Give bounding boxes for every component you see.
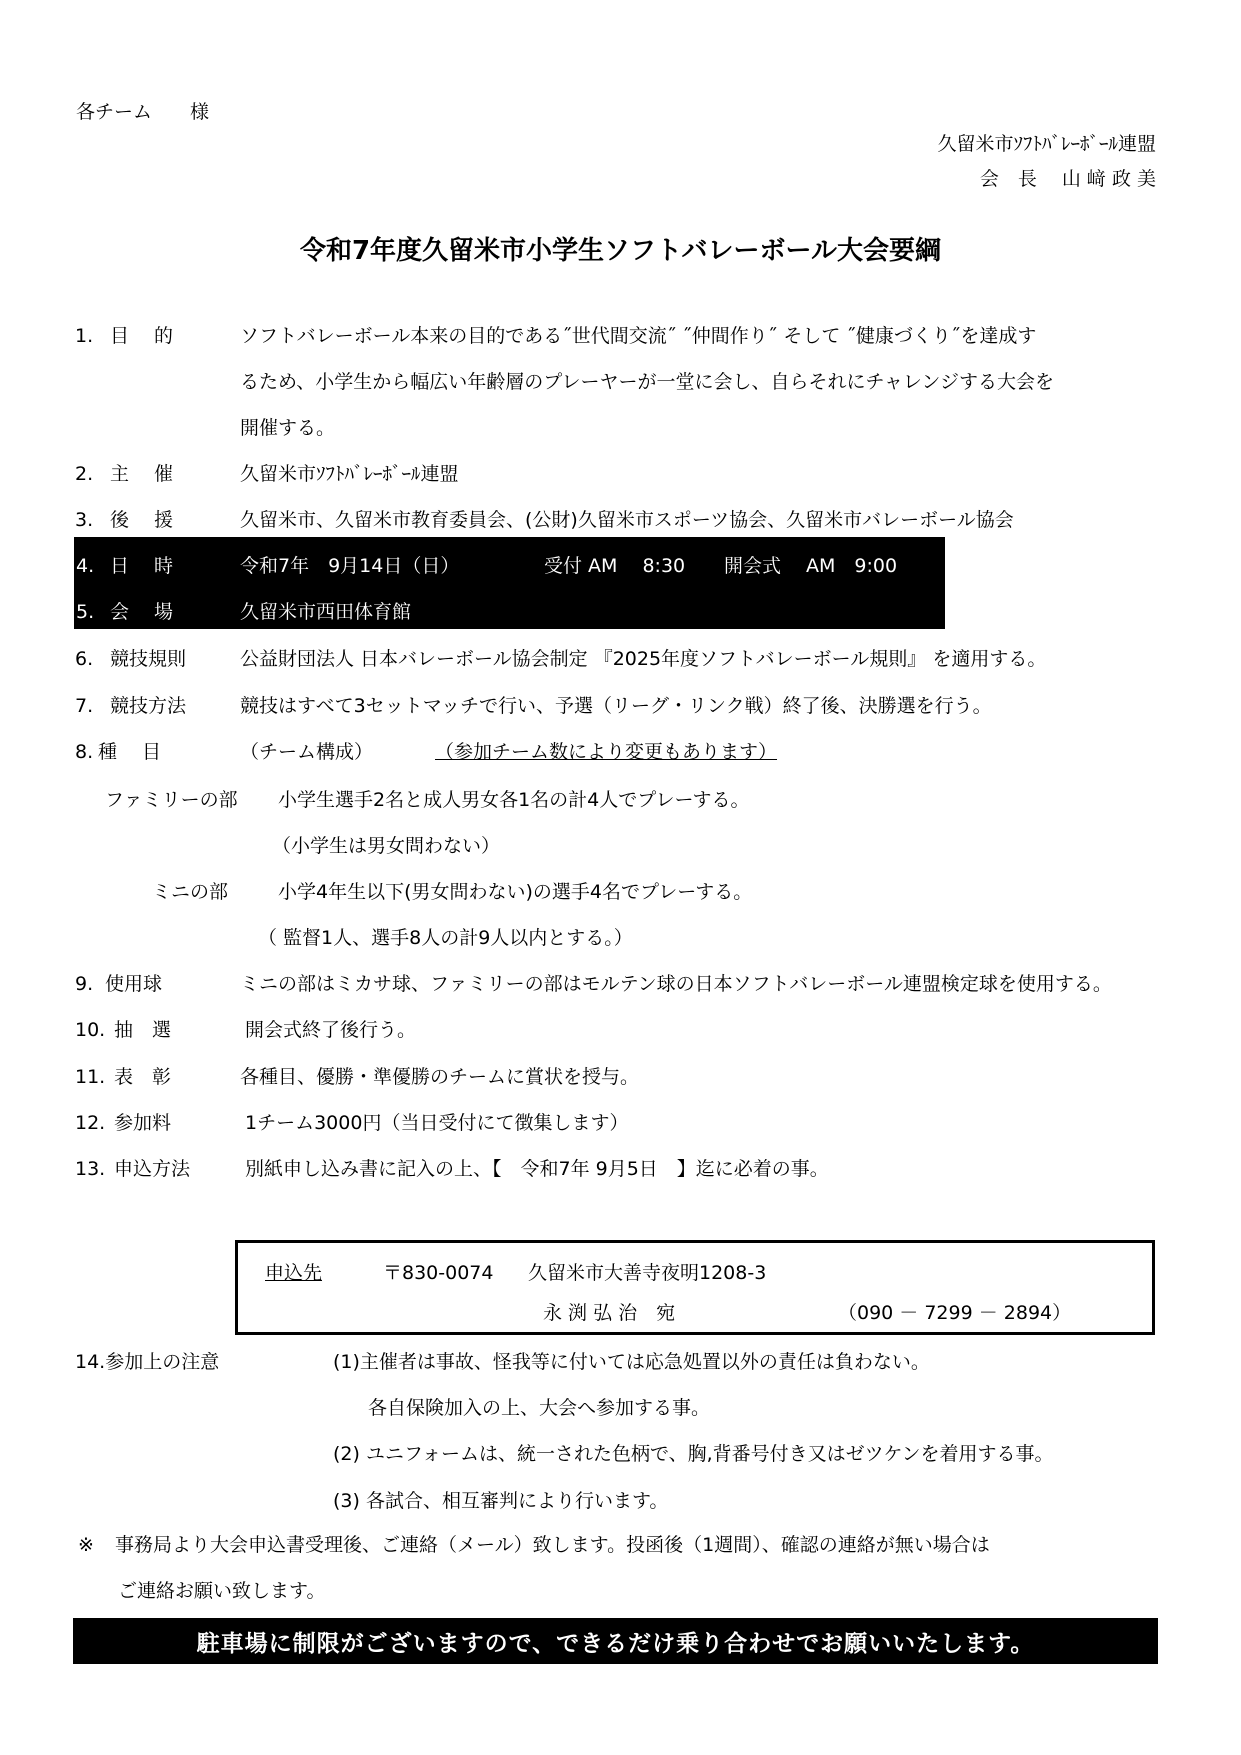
item-3-number: 3. bbox=[75, 509, 94, 531]
item-12-text: 1チーム3000円（当日受付にて徴集します） bbox=[245, 1112, 629, 1134]
item-11-label: 表 彰 bbox=[114, 1066, 172, 1088]
item-9-number: 9. bbox=[75, 973, 94, 995]
item-4-number: 4. bbox=[76, 555, 95, 577]
date-venue-highlight bbox=[74, 537, 945, 629]
item-4-date: 令和7年 9月14日（日） bbox=[240, 555, 460, 577]
president-name: 会 長 山 﨑 政 美 bbox=[979, 168, 1156, 190]
item-10-number: 10. bbox=[75, 1019, 106, 1041]
mini-division-text: 小学4年生以下(男女問わない)の選手4名でプレーする。 bbox=[278, 881, 753, 903]
item-11-text: 各種目、優勝・準優勝のチームに賞状を授与。 bbox=[240, 1066, 640, 1088]
mini-division-note: （ 監督1人、選手8人の計9人以内とする。） bbox=[258, 927, 633, 949]
family-division-note: （小学生は男女問わない） bbox=[272, 835, 501, 857]
item-2-text: 久留米市ｿﾌﾄﾊﾞﾚｰﾎﾞｰﾙ連盟 bbox=[240, 463, 459, 485]
item-8-team: （チーム構成） bbox=[240, 741, 374, 763]
item-7-number: 7. bbox=[75, 695, 94, 717]
item-7-text: 競技はすべて3セットマッチで行い、予選（リーグ・リンク戦）終了後、決勝選を行う。 bbox=[240, 695, 992, 717]
item-4-reception: 受付 AM 8:30 bbox=[544, 555, 686, 577]
contact-zip: 〒830-0074 bbox=[383, 1262, 494, 1284]
addressee: 各チーム 様 bbox=[76, 101, 210, 123]
family-division-label: ファミリーの部 bbox=[105, 789, 238, 811]
item-8-number: 8. bbox=[75, 741, 94, 763]
item-6-number: 6. bbox=[75, 648, 94, 670]
item-13-text: 別紙申し込み書に記入の上、【 令和7年 9月5日 】迄に必着の事。 bbox=[245, 1158, 829, 1180]
item-9-label: 使用球 bbox=[105, 973, 163, 995]
item-9-text: ミニの部はミカサ球、ファミリーの部はモルテン球の日本ソフトバレーボール連盟検定球を使用する。 bbox=[240, 973, 1112, 995]
item-6-label: 競技規則 bbox=[110, 648, 187, 670]
contact-phone: （090 － 7299 － 2894） bbox=[838, 1302, 1072, 1324]
item-12-number: 12. bbox=[75, 1112, 106, 1134]
item-1-line-2: るため、小学生から幅広い年齢層のプレーヤーが一堂に会し、自らそれにチャレンジする大会を bbox=[240, 371, 1054, 393]
item-11-number: 11. bbox=[75, 1066, 106, 1088]
page-title: 令和7年度久留米市小学生ソフトバレーボール大会要綱 bbox=[299, 236, 942, 266]
parking-banner bbox=[73, 1618, 1158, 1664]
item-1-label: 目 的 bbox=[110, 325, 174, 347]
parking-banner-text: 駐車場に制限がございますので、できるだけ乗り合わせでお願いいたします。 bbox=[196, 1630, 1035, 1657]
item-8-label: 種 目 bbox=[98, 741, 162, 763]
contact-box bbox=[235, 1240, 1155, 1335]
notes-label: 14.参加上の注意 bbox=[75, 1351, 220, 1373]
item-3-label: 後 援 bbox=[110, 509, 174, 531]
item-10-text: 開会式終了後行う。 bbox=[245, 1019, 417, 1041]
item-7-label: 競技方法 bbox=[110, 695, 187, 717]
item-5-label: 会 場 bbox=[110, 601, 174, 623]
item-4-ceremony: 開会式 AM 9:00 bbox=[724, 555, 898, 577]
item-13-number: 13. bbox=[75, 1158, 106, 1180]
item-5-venue: 久留米市西田体育館 bbox=[240, 601, 412, 623]
item-13-label: 申込方法 bbox=[114, 1158, 191, 1180]
item-3-text: 久留米市、久留米市教育委員会、(公財)久留米市スポーツ協会、久留米市バレーボール協会 bbox=[240, 509, 1014, 531]
note-1-continued: 各自保険加入の上、大会へ参加する事。 bbox=[368, 1397, 711, 1419]
note-3: (3) 各試合、相互審判により行います。 bbox=[333, 1490, 669, 1512]
note-2: (2) ユニフォームは、統一された色柄で、胸,背番号付き又はゼツケンを着用する事。 bbox=[333, 1443, 1054, 1465]
family-division-text: 小学生選手2名と成人男女各1名の計4人でプレーする。 bbox=[278, 789, 750, 811]
item-1-line-3: 開催する。 bbox=[240, 417, 336, 439]
item-2-number: 2. bbox=[75, 463, 94, 485]
item-4-label: 日 時 bbox=[110, 555, 174, 577]
item-8-note: （参加チーム数により変更もあります） bbox=[435, 741, 778, 763]
item-2-label: 主 催 bbox=[110, 463, 174, 485]
contact-name: 永 渕 弘 治 宛 bbox=[543, 1302, 676, 1324]
item-10-label: 抽 選 bbox=[114, 1019, 172, 1041]
footer-line-2: ご連絡お願い致します。 bbox=[118, 1580, 326, 1602]
footer-mark: ※ bbox=[78, 1534, 94, 1556]
note-1: (1)主催者は事故、怪我等に付いては応急処置以外の責任は負わない。 bbox=[333, 1351, 930, 1373]
item-1-number: 1. bbox=[75, 325, 94, 347]
contact-address: 久留米市大善寺夜明1208-3 bbox=[528, 1262, 767, 1284]
mini-division-label: ミニの部 bbox=[152, 881, 229, 903]
item-6-text: 公益財団法人 日本バレーボール協会制定 『2025年度ソフトバレーボール規則』 を適用する。 bbox=[240, 648, 1047, 670]
item-12-label: 参加料 bbox=[114, 1112, 172, 1134]
organization-name: 久留米市ｿﾌﾄﾊﾞﾚｰﾎﾞｰﾙ連盟 bbox=[937, 133, 1156, 155]
contact-label: 申込先 bbox=[265, 1262, 323, 1284]
item-1-line-1: ソフトバレーボール本来の目的である˝世代間交流˝ ˝仲間作り˝ そして ˝健康づくり˝を達成す bbox=[240, 325, 1037, 347]
item-5-number: 5. bbox=[76, 601, 95, 623]
footer-line-1: 事務局より大会申込書受理後、ご連絡（メール）致します。投函後（1週間）、確認の連絡が無い場合は bbox=[115, 1534, 990, 1556]
